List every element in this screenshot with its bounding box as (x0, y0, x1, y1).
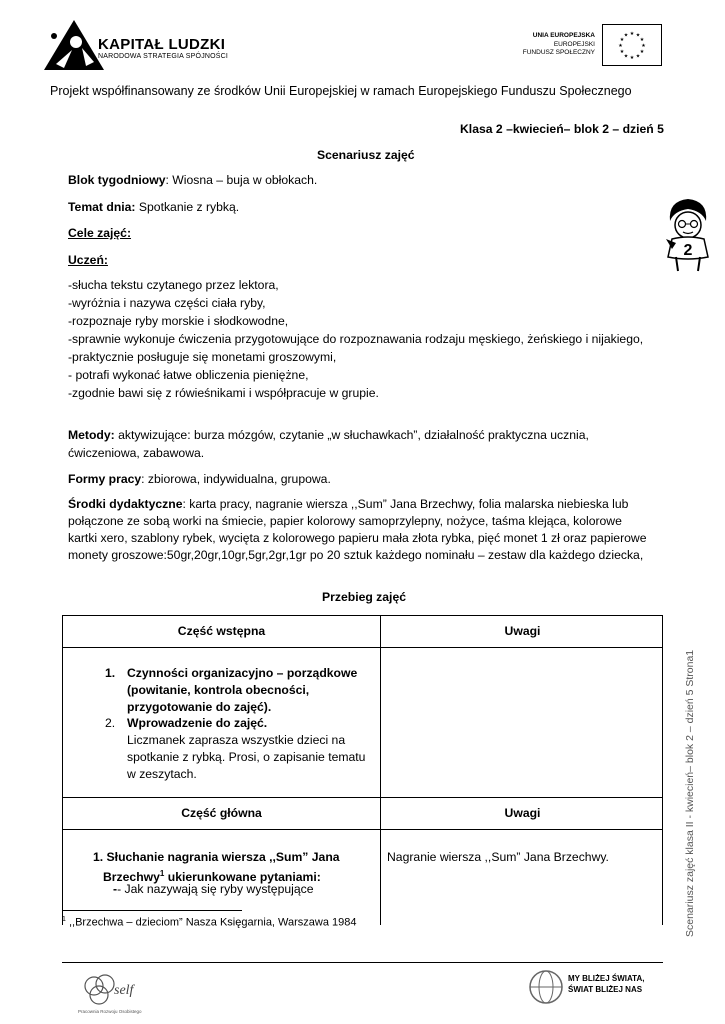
footer-slogan-line-2: ŚWIAT BLIŻEJ NAS (568, 985, 643, 994)
kapital-ludzki-logo-icon (42, 18, 106, 74)
teaching-aids-line: monety groszowe:50gr,20gr,10gr,5gr,2gr,1gr po 20 sztuk każdego nominału – zestaw dla każdego dziecka, (68, 548, 644, 562)
list-item: 1. Słuchanie nagrania wiersza ,,Sum” Jana (93, 850, 340, 864)
list-number: 2. (105, 716, 116, 730)
svg-text:★: ★ (619, 37, 625, 43)
globe-icon (528, 968, 564, 1006)
weekly-block-line (68, 171, 317, 189)
footer-slogan (568, 973, 644, 995)
svg-text:★: ★ (639, 37, 645, 43)
self-development-logo-icon (78, 966, 148, 1016)
svg-text:★: ★ (623, 53, 629, 60)
topic-line (68, 198, 239, 216)
eu-line-1: UNIA EUROPEJSKA (532, 32, 595, 39)
footnote-divider (62, 910, 242, 911)
eu-line-2: EUROPEJSKI (553, 40, 595, 48)
lesson-table (62, 615, 663, 925)
eu-line-3: FUNDUSZ SPOŁECZNY (522, 49, 595, 56)
eu-flag-icon (602, 24, 662, 66)
goal-item: - potrafi wykonać łatwe obliczenia pieniężne, (68, 368, 309, 382)
table-header-notes: Uwagi (381, 616, 663, 648)
goal-item: -słucha tekstu czytanego przez lektora, (68, 278, 279, 292)
brand-title: KAPITAŁ LUDZKI (98, 36, 226, 53)
side-footer (680, 500, 700, 940)
work-forms-label: Formy pracy (68, 472, 142, 486)
methods-value: aktywizujące: burza mózgów, czytanie „w słuchawkach”, działalność praktyczna ucznia, (114, 428, 589, 442)
mascot-number: 2 (683, 242, 693, 259)
teaching-aids-line: połączone ze sobą worki na śmiecie, papier kolorowy samoprzylepny, nożyce, taśma klejąca, kolorowe (68, 514, 622, 528)
eu-label (523, 32, 595, 58)
student-heading: Uczeń: (68, 253, 108, 267)
footer-divider (62, 962, 663, 963)
brand-subtitle: NARODOWA STRATEGIA SPÓJNOŚCI (98, 53, 229, 60)
footer-slogan-line-1: MY BLIŻEJ ŚWIATA, (568, 974, 645, 983)
svg-text:Pracownia Rozwoju Osobistego: Pracownia Rozwoju Osobistego (78, 1009, 142, 1014)
table-header-notes-2: Uwagi (381, 798, 663, 830)
teaching-aids-label: Środki dydaktyczne (68, 497, 183, 511)
list-item: Brzechwy$^1$ ukierunkowane pytaniami: (103, 869, 321, 885)
project-funding-line: Projekt współfinansowany ze środków Unii Europejskiej w ramach Europejskiego Funduszu Społecznego (50, 84, 632, 98)
table-header-intro: Część wstępna (63, 616, 381, 648)
goal-item: -wyróżnia i nazywa części ciała ryby, (68, 296, 266, 310)
table-row (63, 648, 381, 798)
goals-heading: Cele zajęć: (68, 226, 132, 240)
goal-item: -sprawnie wykonuje ćwiczenia przygotowujące do rozpoznawania rodzaju męskiego, żeńskiego i nijakiego, (68, 332, 644, 346)
topic-value: Spotkanie z rybką. (135, 200, 240, 214)
teaching-aids (68, 496, 647, 564)
methods-label: Metody: (68, 428, 115, 442)
lesson-course-heading: Przebieg zajęć (322, 590, 406, 604)
svg-text:★: ★ (629, 55, 635, 61)
svg-text:self: self (114, 983, 134, 998)
weekly-block-value: : Wiosna – buja w obłokach. (165, 173, 318, 187)
work-forms-value: : zbiorowa, indywidualna, grupowa. (141, 472, 331, 486)
topic-label: Temat dnia: (68, 200, 136, 214)
footnote (62, 916, 357, 929)
teaching-aids-line: : karta pracy, nagranie wiersza ,,Sum” Jana Brzechwy, folia malarska niebieska lub (182, 497, 629, 511)
methods-line-2: ćwiczeniowa, zabawowa. (68, 446, 205, 460)
footnote-number: 1 (62, 916, 66, 923)
svg-text:★: ★ (635, 53, 641, 60)
list-item: Czynności organizacyjno – porządkowe (127, 666, 358, 680)
teaching-aids-line: kartki xero, szablony rybek, wycięta z kolorowego papieru mała złota rybka, pięć monet 1 zł oraz papierowe (68, 531, 647, 545)
goal-item: -zgodnie bawi się z rówieśnikami i współpracuje w grupie. (68, 386, 379, 400)
svg-text:★: ★ (629, 31, 635, 37)
svg-text:★: ★ (623, 32, 629, 39)
work-forms-line (68, 470, 331, 488)
list-item: -- Jak nazywają się ryby występujące (113, 882, 314, 896)
goals-list (68, 276, 643, 402)
weekly-block-label: Blok tygodniowy (68, 173, 166, 187)
methods-line-1 (68, 426, 589, 444)
goal-item: -rozpoznaje ryby morskie i słodkowodne, (68, 314, 289, 328)
class-date-line: Klasa 2 –kwiecień– blok 2 – dzień 5 (460, 122, 664, 136)
table-notes-cell (381, 830, 663, 925)
list-number: 1. (105, 666, 116, 680)
mascot-character-icon (662, 195, 714, 273)
footer-slogan-logo (528, 968, 678, 1008)
goal-item: -praktycznie posługuje się monetami groszowymi, (68, 350, 337, 364)
svg-text:★: ★ (635, 32, 641, 39)
side-footer-text: Scenariusz zajęć klasa II - kwiecień– blok 2 – dzień 5 Strona1 (684, 649, 696, 937)
list-item: (powitanie, kontrola obecności, (127, 683, 310, 697)
svg-text:★: ★ (618, 43, 623, 49)
svg-text:★: ★ (641, 43, 646, 49)
footnote-text: ,,Brzechwa – dzieciom” Nasza Księgarnia, Warszawa 1984 (65, 916, 357, 929)
list-item: Liczmanek zaprasza wszystkie dzieci na (127, 733, 346, 747)
notes-text: Nagranie wiersza ,,Sum” Jana Brzechwy. (387, 850, 609, 864)
table-header-main: Część główna (63, 798, 381, 830)
svg-text:★: ★ (619, 49, 625, 55)
footnote-ref: 1 (159, 869, 165, 878)
table-notes-cell (381, 648, 663, 798)
list-item: przygotowanie do zajęć). (127, 700, 272, 714)
list-item: Wprowadzenie do zajęć. (127, 716, 268, 730)
svg-text:★: ★ (639, 49, 645, 55)
list-item: w zeszytach. (127, 767, 197, 781)
list-item: spotkanie z rybką. Prosi, o zapisanie tematu (127, 750, 366, 764)
document-title: Scenariusz zajęć (317, 148, 415, 162)
